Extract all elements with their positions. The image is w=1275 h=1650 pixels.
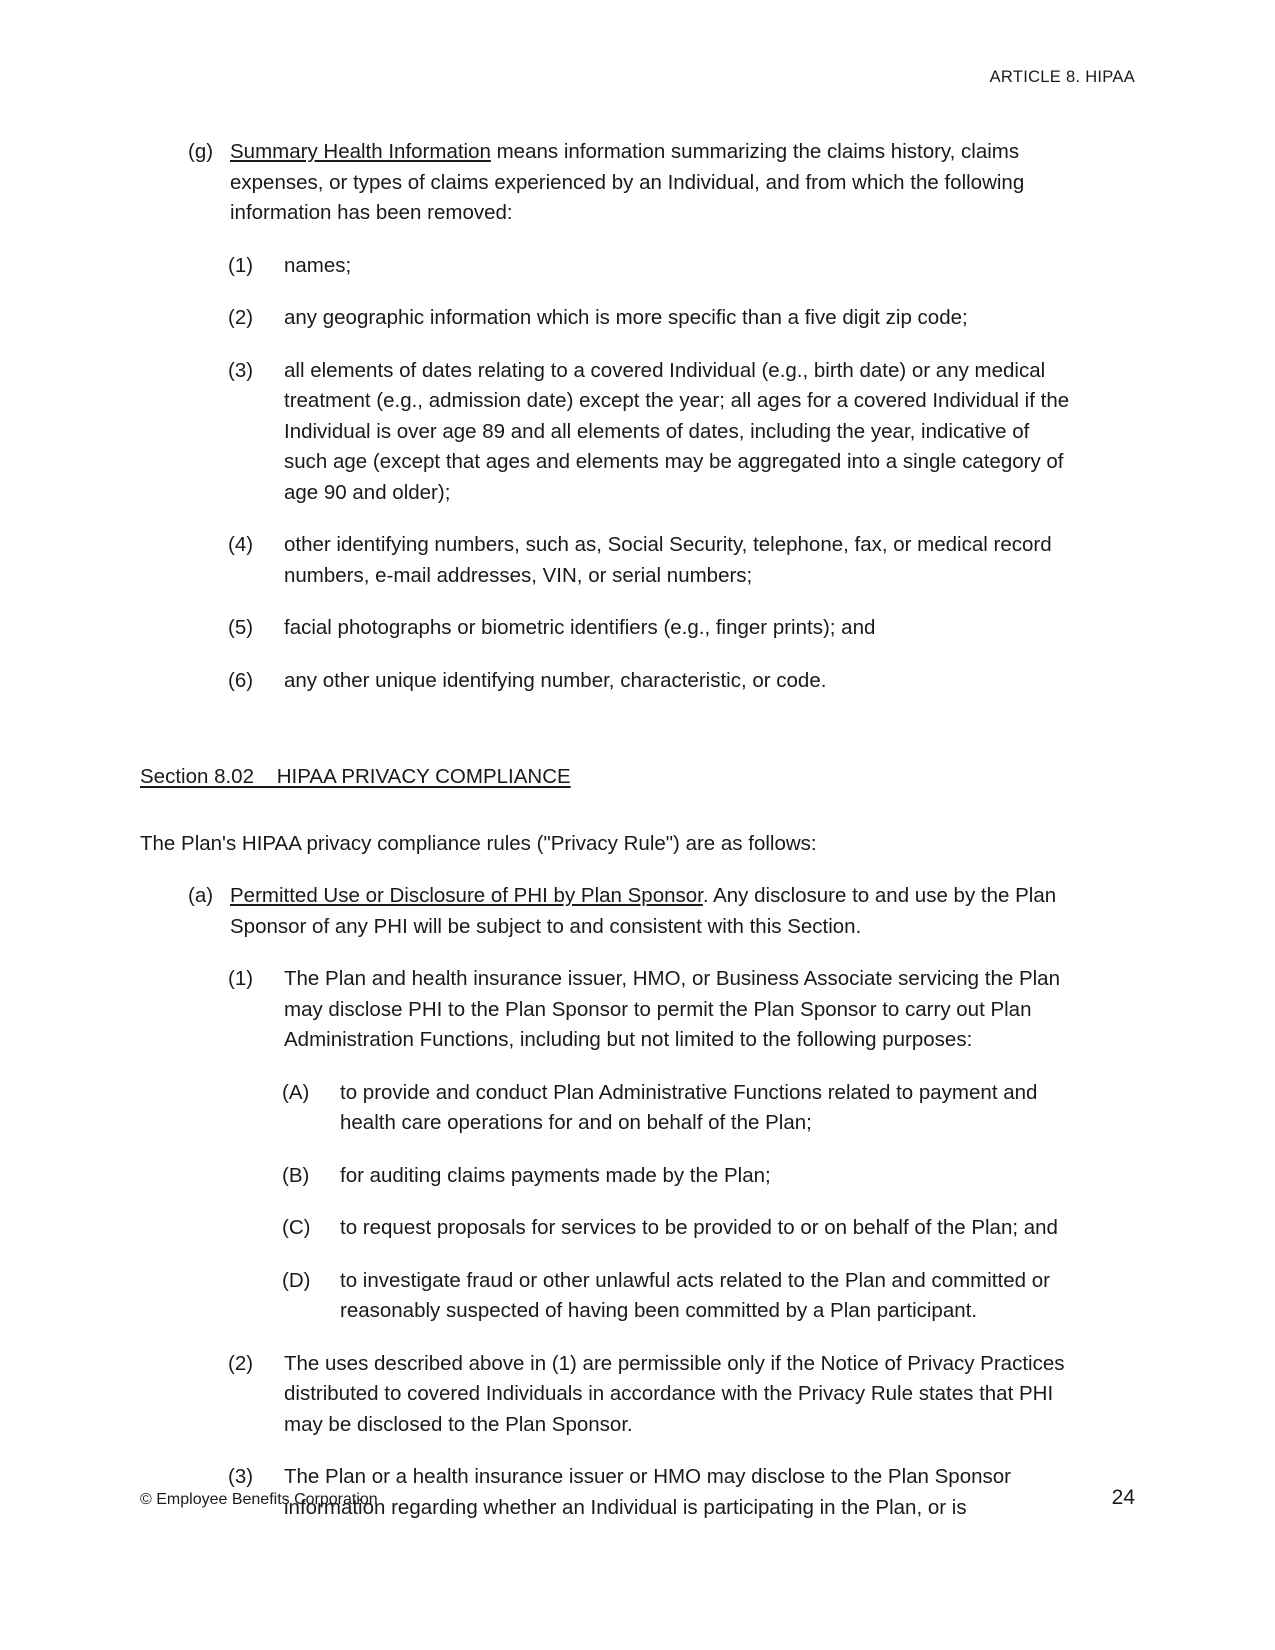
list-item-text: to request proposals for services to be provided to or on behalf of the Plan; and <box>340 1216 1058 1239</box>
section-heading-wrap <box>140 718 1075 829</box>
list-item-removed-2 <box>228 303 1075 334</box>
document-body <box>140 137 1075 1545</box>
list-item-a2 <box>228 1349 1075 1441</box>
list-item-removed-3 <box>228 356 1075 509</box>
list-item-body: means information summarizing the claims history, claims expenses, or types of claims experienced by an Individual, and from which the following information has been removed: <box>230 140 1025 224</box>
list-marker: (4) <box>228 533 254 556</box>
list-item-text: The Plan and health insurance issuer, HMO, or Business Associate servicing the Plan may disclose PHI to the Plan Sponsor to permit the Plan Sponsor to carry out Plan Administration Functions, including but not limited to the following purposes: <box>284 967 1060 1051</box>
list-item-text: The Plan or a health insurance issuer or HMO may disclose to the Plan Sponsor information regarding whether an Individual is participating in the Plan, or is <box>284 1465 1011 1519</box>
list-item-text: facial photographs or biometric identifiers (e.g., finger prints); and <box>284 616 876 639</box>
list-marker: (A) <box>282 1080 310 1104</box>
list-item-text: to investigate fraud or other unlawful acts related to the Plan and committed or reasonably suspected of having been committed by a Plan participant. <box>340 1268 1050 1322</box>
list-item-text: to provide and conduct Plan Administrative Functions related to payment and health care operations for and on behalf of the Plan; <box>340 1080 1038 1134</box>
list-marker: (C) <box>282 1216 311 1239</box>
list-marker: (3) <box>228 1465 254 1488</box>
list-item-text: any geographic information which is more specific than a five digit zip code; <box>284 306 968 329</box>
list-item-purpose-c <box>282 1213 1075 1244</box>
list-item-text: any other unique identifying number, characteristic, or code. <box>284 668 827 692</box>
list-item-removed-4 <box>228 530 1075 591</box>
list-item-text <box>230 137 1075 229</box>
list-marker: (2) <box>228 1351 254 1375</box>
defined-term: Permitted Use or Disclosure of PHI by Plan Sponsor <box>230 884 703 907</box>
list-item-purpose-a <box>282 1078 1075 1139</box>
list-marker: (a) <box>188 884 214 907</box>
list-item-removed-6 <box>228 666 1075 697</box>
section-intro-paragraph: The Plan's HIPAA privacy compliance rules ("Privacy Rule") are as follows: <box>140 831 817 855</box>
list-marker: (1) <box>228 253 254 277</box>
list-item-text: for auditing claims payments made by the Plan; <box>340 1163 771 1187</box>
list-marker: (g) <box>188 140 214 163</box>
defined-term: Summary Health Information <box>230 140 491 163</box>
list-item-body: . Any disclosure to and use by the Plan Sponsor of any PHI will be subject to and consistent with this Section. <box>230 884 1057 938</box>
list-marker: (1) <box>228 967 254 990</box>
list-marker: (5) <box>228 616 254 639</box>
list-item-g <box>188 137 1075 229</box>
list-item-text: The uses described above in (1) are permissible only if the Notice of Privacy Practices distributed to covered Individuals in accordance with the Privacy Rule states that PHI may be disclosed to the Plan Sponsor. <box>284 1351 1065 1436</box>
list-marker: (3) <box>228 358 254 382</box>
list-marker: (2) <box>228 306 254 329</box>
list-item-purpose-d <box>282 1266 1075 1327</box>
section-heading: Section 8.02 HIPAA PRIVACY COMPLIANCE <box>140 765 571 788</box>
list-item-text: names; <box>284 253 352 277</box>
list-item-a <box>188 881 1075 942</box>
list-marker: (6) <box>228 668 254 692</box>
list-marker: (B) <box>282 1163 310 1187</box>
list-item-text <box>230 881 1075 942</box>
list-item-purpose-b <box>282 1161 1075 1192</box>
list-item-removed-1 <box>228 251 1075 282</box>
running-header: ARTICLE 8. HIPAA <box>989 68 1135 86</box>
page-footer <box>140 1486 1135 1510</box>
list-item-a1 <box>228 964 1075 1056</box>
list-marker: (D) <box>282 1268 311 1292</box>
footer-page-number: 24 <box>1111 1486 1135 1509</box>
list-item-text: other identifying numbers, such as, Social Security, telephone, fax, or medical record numbers, e-mail addresses, VIN, or serial numbers; <box>284 533 1052 587</box>
list-item-removed-5 <box>228 613 1075 644</box>
footer-copyright: © Employee Benefits Corporation <box>140 1491 378 1508</box>
list-item-text: all elements of dates relating to a covered Individual (e.g., birth date) or any medical treatment (e.g., admission date) except the year; all ages for a covered Individual if the Individual is over age 89 and all elements of dates, including the year, indicative of such age (except that ages and elements may be aggregated into a single category of age 90 and older); <box>284 358 1070 504</box>
